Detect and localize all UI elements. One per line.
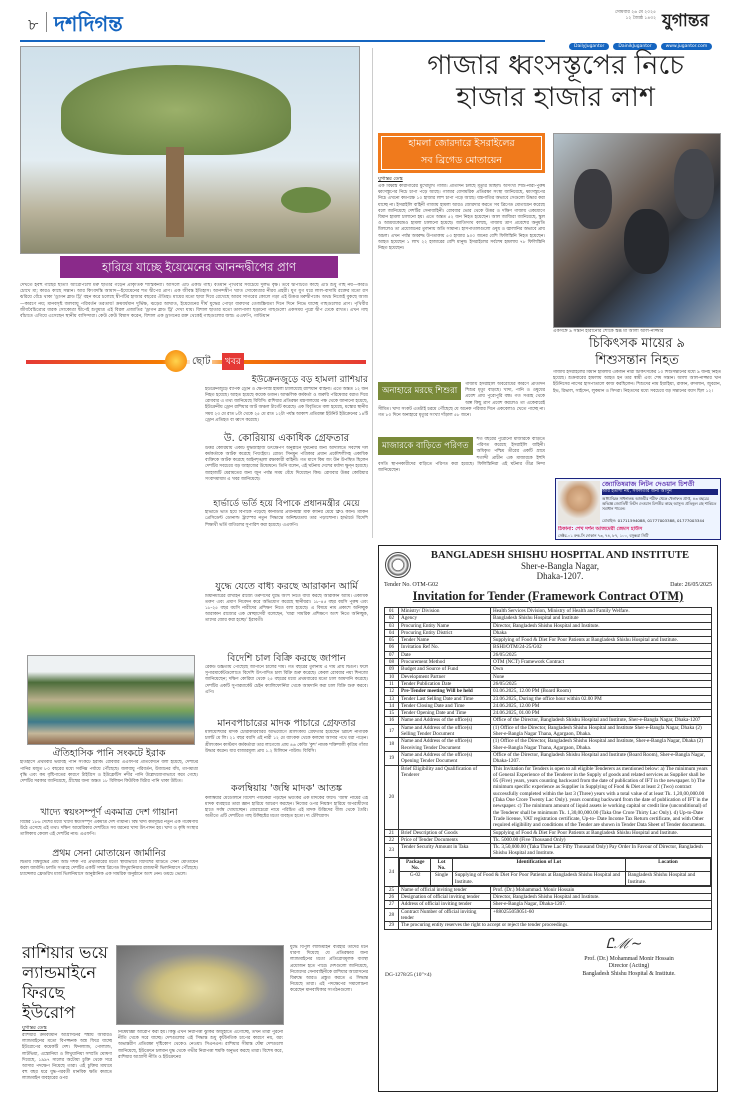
tender-row — [385, 622, 712, 629]
row-number: 03 — [385, 622, 399, 629]
person-figure — [674, 149, 714, 219]
row-value: Tk. 5000.00 (Five Thousand Only) — [491, 836, 712, 843]
tender-row — [385, 836, 712, 843]
row-value: 24.06.2025, 01.00 PM — [491, 710, 712, 717]
row-number: 10 — [385, 673, 399, 680]
row-value: (1) Office of the Director, Bangladesh Shishu Hospital and Institute Sher-e-Bangla Nagar, Dhaka (2) Sher-e-Bangla Nagar Thana, Agargaon, Dhaka. — [491, 724, 712, 738]
row-number: 27 — [385, 901, 399, 908]
center-news-column — [205, 375, 368, 940]
tree-canopy — [61, 65, 291, 155]
starvation-article: গাজায় ইসরাইলি অবরোধের কারণে প্রতিদিন শিশুর মৃত্যু বাড়ছে। খাদ্য, পানি ও ওষুধের প্রবেশ প্রায় পুরোপুরি বন্ধ। গত সপ্তাহ থেকে অল্প কিছু ত্রাণ প্রবেশ করলেও তা একেবারেই সীমিত। খাদ্য সংকট এতটাই চরমে পৌঁছেছে যে অনেক পরিবার দিনে একবেলাও খেতে পাচ্ছে না। গত ৮০ দিনে অনাহারে মৃত্যুর সংখ্যা দাঁড়াল ৫৮ জনে। — [378, 382, 545, 419]
news-ukraine — [205, 375, 368, 430]
row-value: Supplying of Food & Diet For Poor Patients at Bangladesh Shishu Hospital and Institute. — [491, 637, 712, 644]
news-headline: প্রথম সেনা মোতায়েন জার্মানির — [52, 847, 166, 859]
row-value: BSHI/OTM/24-25/G02 — [491, 644, 712, 651]
divider — [46, 12, 47, 32]
gaza-headline-2: হাজার হাজার লাশ — [456, 82, 655, 113]
news-body: উত্তর কোরিয়ায় একটি যুদ্ধজাহাজ উৎক্ষেপণ অনুষ্ঠানে দুর্ঘটনার জন্য আদালতে সর্বশেষ দল কর্মকর্তাকে আটক করেছে পিয়ংইয়ং। রোডং সিনমুন পত্রিকার প্রধান প্রকৌশলীসহ একাধিক ব্যক্তিকে আটক করেছে আইনশৃঙ্খলা রক্ষাকারী বাহিনী। গত মাসে কিম জং উন উপস্থিত ছিলেন দেশটির সবচেয়ে বড় জাহাজের উদ্বোধনে। তিনি বলেন, এই ঘটনায় দেশের মর্যাদা ক্ষুণ্ন হয়েছে। জাহাজটি মেরামতের জন্য জুন পর্যন্ত সময় বেঁধে দিয়েছেন কিম। রোববার উত্তর কোরিয়ার সংবাদমাধ্যম এ খবর জানিয়েছে। — [205, 445, 368, 482]
gaza-byline: যুগান্তর ডেস্ক — [378, 176, 403, 182]
tender-row — [385, 765, 712, 829]
row-value: Own — [491, 666, 712, 673]
tender-row — [385, 710, 712, 717]
tender-row — [385, 724, 712, 738]
tender-number: Tender No. OTM-G02 — [384, 582, 439, 588]
date-bangla: ১২ জ্যৈষ্ঠ ১৪৩২ — [625, 16, 656, 21]
row-label: Date — [399, 651, 491, 658]
row-label: Tender Name — [399, 637, 491, 644]
landmine-body-col1: রাশিয়ার ক্রমবর্ধমান আগ্রাসনের শঙ্কায় আবারও ল্যান্ডমাইনের মতো বিপজ্জনক অস্ত্র ফিরে যাচ্ছে ইউরোপের কয়েকটি দেশ। ফিনল্যান্ড, পোল্যান্ড, লাটভিয়া, এস্তোনিয়া ও লিথুয়ানিয়া সম্প্রতি ঘোষণা দিয়েছে, ১৯৯৭ সালের অটোয়া চুক্তি থেকে সরে আসার পদক্ষেপ নিয়েছে তারা। এই চুক্তির মাধ্যমে বহু বছর ধরে যুদ্ধ-পরবর্তী মানবিক ক্ষতি কমাতে ল্যান্ডমাইন ব্যবহারের ওপর — [22, 1033, 112, 1082]
row-value: Health Services Division, Ministry of Health and Family Welfare. — [491, 608, 712, 615]
tender-row — [385, 666, 712, 673]
news-japan-rice — [205, 653, 368, 715]
tender-row — [385, 695, 712, 702]
news-body: দ্বিতীয় বিশ্বযুদ্ধের প্রায় আট দশক পর প্রথমবারের মতো স্থায়ীভাবে বিদেশের মাটিতে সেনা মোতায়েন করল জার্মানি। চলতি সপ্তাহে দেশটির একটি সশস্ত্র ব্রিগেড লিথুয়ানিয়ার রাজধানী ভিলনিয়াসে পৌঁছেছে। চ্যান্সেলর ফ্রেডরিখ মার্জ ভিলনিয়াসে আনুষ্ঠানিক এক সামরিক অনুষ্ঠানে অংশ নেন। ডয়চে ভেলে। — [20, 859, 198, 878]
ad-body: আধ্যাত্মিক সাধনালব্ধ আজমীর শরীফ থেকে খেলাফত প্রাপ্ত, ৪৩ বছরের অভিজ্ঞ জ্যোতিষী লিটন দেওয়ান চিশতীর কাছে আসুন। প্রতিকূল গ্রহ শান্তিতে সমাধান পাবেন। — [602, 496, 717, 511]
tender-row — [385, 886, 712, 893]
page-header — [20, 8, 728, 49]
package-value: Supplying of Food & Diet For Poor Patients at Bangladesh Shishu Hospital and Institute. — [452, 872, 625, 886]
row-label: Brief Description of Goods — [399, 829, 491, 836]
subheadline-line: হামলা জোরদারে ইসরাইলের — [408, 138, 515, 149]
photo-caption: একসঙ্গে ৯ সন্তান হারানোর শোকে স্তব্ধ মা আলা আল-নাজ্জার — [553, 329, 664, 334]
row-label: Procuring Entity Name — [399, 622, 491, 629]
date-block — [590, 10, 656, 22]
package-value: Bangladesh Shishu Hospital and Institute. — [625, 872, 710, 886]
doctor-headline-1: চিকিৎসক মায়ের ৯ — [589, 336, 685, 351]
subheadline-line: সব ব্রিগেড মোতায়েন — [421, 155, 502, 166]
tender-row — [385, 644, 712, 651]
yemen-article: দেখতে হবহু গাছের ছাতা! আরোপলো মরু ছাতার গড়েন প্রাকৃতিক শাস্তিকন্যা। আসলে এটি একটি গাছ। বর্তমান পৃথিবীর সবচেয়ে দুর্লভ বৃক্ষ। তবে দ্বীপটিতে কাছে এটি শুধু গাছ নয়—কারও চোখে মা; কারও কাছে সন্তান। আর কিংবদন্তি আমাদ—ইয়েমেনের শত দ্বীপের প্রাণ। এক জীবন্ত ইতিহাস। আনন্দদ্বীপ খ্যাত সোকোত্রার নীরব প্রহরী। যুগ যুগ ধরে লাল-বাদামি রক্তের মতো রস ঝরিয়ে বেঁচে থাকা 'ড্রাগন ব্লাড ট্রি' বহন করে চলেছে দ্বীপটির হাজার বছরের ঐতিহ্য। মায়ের মতো ছায়া দিয়ে রেখেছে আরব সাগরের কোলে গড়া এই উত্তপ্ত মরুদ্বীপকে। অথচ নিজেই বুকছে আজ—কারণে নয়; মানবসৃষ্ট জলবায়ু পরিবর্তন তরতায়! ক্রমবর্ধমান দুর্ভিক্ষ, ঝড়ের আঘাত, ইয়েমেনের দীর্ঘ যুদ্ধের পোড়া বারুদের তেজস্ক্রিয়তা দিনে দিনে নিভে যাচ্ছে গাছগুলোর প্রাণ। পৃথিবীর জীববৈচিত্র্যের ধারক সোকোত্রা দ্বীপেই শুধুমাত্র এই বিরল প্রজাতির 'ড্রাগন ব্লাড ট্রি' দেখা যায়। বিশাল ছাতার মতো ডালপালা ছড়ানো গাছগুলো একসময় পুরো দ্বীপ ঢেকে রাখত। এখন গাছ বাঁচাতে এগিয়ে এসেছেন স্থানীয় বাসিন্দারা। কেউ কেউ বিশ্বাস করেন, বিশাল এক ড্রাগনের রক্ত থেকেই গাছগুলোর জন্ম। এএফপি, গার্ডিয়ান — [20, 283, 368, 320]
row-number: 29 — [385, 922, 399, 929]
landmine-headline: রাশিয়ার ভয়ে ল্যান্ডমাইনে ফিরছে ইউরোপ — [22, 943, 108, 1022]
landmine-lead-column — [22, 943, 112, 1092]
row-number: 07 — [385, 651, 399, 658]
row-number: 18 — [385, 738, 399, 752]
person-figure — [574, 169, 612, 229]
tender-row — [385, 717, 712, 724]
row-number: 06 — [385, 644, 399, 651]
row-value: 26/05/2025 — [491, 651, 712, 658]
row-number: 19 — [385, 751, 399, 765]
date-english: সোমবার ২৬ মে ২০২৫ — [614, 10, 656, 15]
grieving-mothers-photo — [553, 133, 721, 328]
news-body: হার্ভার্ডে ভর্তি হয়ে বিপাকে পড়েছে কানাডার প্রধানমন্ত্রী মার্ক কার্নির মেয়ে ক্লিও কার্নি। মার্কিন প্রেসিডেন্ট ডোনাল্ড ট্রাম্পের নতুন সিদ্ধান্তে অনিশ্চয়তায় তার পড়াশোনা। হার্ভার্ডে বিদেশি শিক্ষার্থী ভর্তি বাতিলের সুপারিশ করা হয়েছে। এএফপি। — [205, 510, 368, 528]
ad-chamber: ঠিকানা: শেখ দর্শন আজমেরী জেমস হাউস — [558, 526, 643, 532]
ad-title: জ্যোতিষরাজ লিটন দেওয়ান চিশতী — [602, 480, 695, 488]
tender-row — [385, 637, 712, 644]
gaza-subheadline-box — [378, 133, 545, 173]
row-value: Office of the Director, Bangladesh Shishu Hospital and Institute (Board Room), Sher-e-Bangla Nagar, Dhaka-1207. — [491, 751, 712, 765]
doctor-headline-2: শিশুসন্তান নিহত — [595, 353, 679, 368]
ad-address: সেক্টর-০১ রুক-সি দোকান ৭৩, ৭৪, ৮৭, ১০০, বসুন্ধরা সিটি — [558, 533, 649, 538]
row-label: Tender Security Amount in Taka — [399, 844, 491, 858]
tender-row — [385, 829, 712, 836]
tender-date: Date: 26/05/2025 — [670, 582, 712, 588]
signer-org: Bangladesh Shishu Hospital & Institute. — [582, 970, 676, 977]
news-body: মিয়ানমারের রাখাইন রাজ্যে তরুণদের যুদ্ধে অংশ নিতে বাধ্য করছে আরাকান আর্মি। একাধিক তরুণ এবং প্রমাণ নিবেদন করে অভিযোগ করেছে স্থানীয়রা। ১৮-৪৫ বছর বয়সি পুরুষ এবং ১৮-২৫ বছর বয়সি নারীদের প্রশিক্ষণ নিতে বলা হয়েছে। এ বিষয়ে নাম প্রকাশে অনিচ্ছুক আরাকান রাজ্যের এক স্বেচ্ছাসেবী বলেছেন, 'যারা সামরিক প্রশিক্ষণে অংশ নিতে অনিচ্ছুক, তাদের জোর করা হচ্ছে।' ইরাবতী। — [205, 593, 368, 624]
short-news-label: ছোট — [190, 354, 212, 371]
row-number: 15 — [385, 710, 399, 717]
row-label: Contract Number of official inviting tender — [399, 908, 491, 922]
news-headline: বিদেশি চাল বিক্রি করছে জাপান — [227, 652, 346, 664]
news-body: বিশ্বের ১৮৬ দেশের মধ্যে খাদ্যে স্বয়ংসম্পূর্ণ একমাত্র দেশ গায়ানা। বিশ্ব খাদ্য কর্মসূচির নতুন এক গবেষণায় উঠে এসেছে এই তথ্য। দক্ষিণ আমেরিকার দেশটিতে সব ধরনের খাদ্য উৎপাদন হয়। খাদ্য ও কৃষি সংস্থার তালিকায় কেবল এই দেশটির নাম। এএফপি। — [20, 819, 198, 837]
row-number: 26 — [385, 894, 399, 901]
package-header: Location — [625, 858, 710, 872]
row-number: 20 — [385, 765, 399, 829]
row-label: Tender Opening Date and Time — [399, 710, 491, 717]
row-number: 05 — [385, 637, 399, 644]
news-body: মালয়েশিয়ার মাদক চোরাকারবারির অভিযোগে শ্রীলংকায় গ্রেফতার হয়েছেন ব্রিটিশ নাগরিক চার্লট মে লি। ২১ বছর বয়সি এই নারী ১২ মে ব্যাংকক থেকে কলম্বো আসার পথে ধরা পড়েন। শ্রীলংকান কাস্টমস কর্মকর্তারা তার লাগেজে প্রায় ৪৬ কেজি 'কুশ' নামক শক্তিশালী কৃত্রিম গাঁজা উদ্ধার করেন। যার বাজারমূল্য প্রায় ১.২ মিলিয়ন পাউন্ড। বিবিসি। — [205, 730, 368, 754]
row-value: 03.06.2025, 12.00 PM (Board Room) — [491, 688, 712, 695]
globe-icon — [165, 350, 187, 372]
row-value: Director, Bangladesh Shishu Hospital and Institute. — [491, 894, 712, 901]
row-label: Name and Address of the office(s) — [399, 717, 491, 724]
row-value: Tk. 3,50,000.00 (Taka Three Lac Fifty Thousand Only) Pay Order In Favour of Director, Bangladesh Shishu Hospital and Institute. — [491, 844, 712, 858]
doctor-article: গাজায় ইসরাইলের বিমান হামলায় একজন নারী চিকিৎসকের ১০ শিশুসন্তানের মধ্যে ৯ জনই নিহত হয়েছে। শুক্রবারের হামলায় আহত হন তার স্বামী এবং শেষ সন্তান। আলা আল-নাজ্জার খান ইউনিসের নাসের হাসপাতালে কাজ করছিলেন। শিশুদের নাম ইয়াহিয়া, রাকান, রুসলান, জুবরান, ইভ, রিভাল, সাইদেন, লুকমান ও সিদরা। নিহতদের মধ্যে সবচেয়ে বড় সন্তানের বয়স ছিল ১২। — [553, 370, 721, 394]
tender-row — [385, 629, 712, 636]
hospital-name: BANGLADESH SHISHU HOSPITAL AND INSTITUTE — [430, 550, 690, 561]
row-value: Director, Bangladesh Shishu Hospital and Institute. — [491, 622, 712, 629]
row-value: Dhaka — [491, 629, 712, 636]
ad-subtitle: আর হতাশা নয়, সফলতার জন্য আসুন — [602, 489, 718, 495]
iraq-article — [20, 748, 198, 804]
row-number: 11 — [385, 680, 399, 687]
tender-footer — [384, 936, 712, 996]
doctor-story — [553, 329, 721, 474]
tree-trunk — [166, 147, 184, 237]
row-number: 22 — [385, 836, 399, 843]
row-label: Pre-Tender meeting Will be held — [399, 688, 491, 695]
gaza-article: এক বিধ্বস্ত কারাগারের মুখোমুখি গাজা। প্রতিদিন চলছে মৃত্যুর মিছিল। অসংখ্য শিশু-নারী-পুরুষ ধ্বংসস্তূপের নিচে চাপা পড়ে আছে। গাজার বেসামরিক প্রতিরক্ষা সংস্থা জানিয়েছে, ধ্বংসস্তূপের নিচে এখনো কমপক্ষে ১০ হাজার লাশ চাপা পড়ে আছে। যন্ত্রপাতির অভাবে সেগুলো উদ্ধার করা যাচ্ছে না। ইসরাইলি বাহিনী গাজায় হামলা আরও জোরদার করতে সব ব্রিগেড মোতায়েন করেছে বলে জানিয়েছে দেশটির সেনাবাহিনী। রোববার ভোর থেকে উত্তর ও দক্ষিণ গাজায় একযোগে বিমান হামলা চালানো হয়। এতে অন্তত ৫২ জন নিহত হয়েছেন। আল জাজিরা জানিয়েছে, স্কুল ও আশ্রয়কেন্দ্রেও হামলা চালানো হয়েছে। জাতিসংঘ বলছে, গাজায় ত্রাণ প্রবেশের অনুমতি মিললেও তা প্রয়োজনের তুলনায় অতি সামান্য। হাসপাতালগুলো ওষুধ ও জ্বালানির অভাবে প্রায় অচল। এখন পর্যন্ত অবরুদ্ধ উপত্যকায় ৫৩ হাজার ৯০০ জনের বেশি ফিলিস্তিনি নিহত হয়েছেন। আহত হয়েছেন ১ লাখ ২২ হাজারের বেশি মানুষ। ইসরাইলের সর্বশেষ হামলায় ৭৮ ফিলিস্তিনি নিহত হয়েছেন। — [378, 184, 545, 252]
row-value: The procuring entity reserves the right to accept or reject the tender proceedings. — [399, 922, 712, 929]
yemen-headline: হারিয়ে যাচ্ছে ইয়েমেনের আনন্দদ্বীপের প্রাণ — [60, 256, 338, 278]
hospital-logo — [385, 552, 411, 578]
news-headline: মানবপাচারের মাদক পাচারে গ্রেফতার — [217, 717, 356, 729]
row-value: (1) Office of the Director, Bangladesh Shishu Hospital and Institute, Sher-e-Bangla Nagar, Dhaka (2) Sher-e-Bangla Nagar Thana, Agargaon, Dhaka. — [491, 738, 712, 752]
signature: Ꮭℳ∼ — [606, 935, 643, 952]
page-number: ৮ — [28, 15, 39, 34]
row-number: 25 — [385, 886, 399, 893]
news-headline: খাদ্যে স্বয়ংসম্পূর্ণ একমাত্র দেশ গায়ানা — [40, 807, 178, 819]
row-label: Designation of official inviting tender — [399, 894, 491, 901]
row-number: 28 — [385, 908, 399, 922]
news-north-korea — [205, 433, 368, 496]
tender-title: Invitation for Tender (Framework Contract OTM) — [412, 589, 684, 603]
row-number: 16 — [385, 717, 399, 724]
news-headline: উ. কোরিয়ায় একাধিক গ্রেফতার — [223, 432, 350, 444]
row-number: 04 — [385, 629, 399, 636]
row-number: 01 — [385, 608, 399, 615]
row-value: OTM (NCT) Framework Contract — [491, 659, 712, 666]
row-label: Invitation Ref No. — [399, 644, 491, 651]
starvation-story — [378, 382, 545, 434]
row-value: Office of the Director, Bangladesh Shishu Hospital and Institute, Sher-e-Bangla Nagar, Dhaka-1207 — [491, 717, 712, 724]
tender-row — [385, 615, 712, 622]
hospital-address-1: Sher-e-Bangla Nagar, — [521, 561, 599, 571]
row-label: Name and Address of the office(s) Selling Tender Document — [399, 724, 491, 738]
row-number: 12 — [385, 688, 399, 695]
news-headline: ঐতিহাসিক পানি সংকটে ইরাক — [52, 748, 166, 759]
landmine-photo — [116, 945, 284, 1025]
news-headline: যুদ্ধে যেতে বাধ্য করছে আরাকান আর্মি — [215, 581, 358, 593]
package-value: Single — [431, 872, 452, 886]
row-value: 23.06.2025, During the office hour within 02.00 PM — [491, 695, 712, 702]
gaza-headline-1: গাজার ধ্বংসস্তূপের নিচে — [427, 50, 684, 81]
row-label: Brief Eligibility and Qualification of Tenderer — [399, 765, 491, 829]
news-harvard — [205, 499, 368, 578]
row-label: Development Partner — [399, 673, 491, 680]
person-figure — [624, 209, 669, 274]
left-news-column — [20, 655, 198, 940]
package-header: Identification of Lot — [452, 858, 625, 872]
row-value: Sher-e-Bangla Nagar, Dhaka-1207. — [491, 901, 712, 908]
tender-row — [385, 908, 712, 922]
facebook-link[interactable]: DainikJugantor — [613, 43, 656, 50]
tender-row — [385, 673, 712, 680]
section-title: দশদিগন্ত — [54, 12, 123, 36]
shrine-story — [378, 437, 545, 537]
row-label: Name and Address of the office(s) Opening Tender Document — [399, 751, 491, 765]
row-value: Supplying of Food & Diet For Poor Patients at Bangladesh Shishu Hospital and Institute. — [491, 829, 712, 836]
row-number: 23 — [385, 844, 399, 858]
signer-title: Director (Acting) — [608, 963, 650, 970]
row-value: 24.06.2025, 12.00 PM — [491, 702, 712, 709]
ad-portrait — [558, 481, 600, 525]
package-value: G-02 — [400, 872, 431, 886]
row-value: Prof. (Dr.) Mohammad. Monir Hossain — [491, 886, 712, 893]
row-label: Price of Tender Documents — [399, 836, 491, 843]
tender-row — [385, 738, 712, 752]
tender-row — [385, 680, 712, 687]
row-label: Tender Last Selling Date and Time — [399, 695, 491, 702]
dragon-blood-tree-photo — [20, 46, 360, 254]
row-number: 21 — [385, 829, 399, 836]
package-header: Lot No. — [431, 858, 452, 872]
news-headline: কলম্বিয়ায় 'জম্বি মাদক' আতঙ্ক — [231, 783, 342, 795]
tender-row — [385, 688, 712, 695]
tender-row-package — [385, 857, 712, 886]
hospital-address-2: Dhaka-1207. — [536, 571, 584, 581]
social-links — [565, 32, 712, 51]
starvation-headline: অনাহারে মরছে শিশুরা — [378, 382, 461, 400]
package-header: Package No. — [400, 858, 431, 872]
tender-row — [385, 659, 712, 666]
jugantor-logo: যুগান্তর — [662, 11, 709, 31]
news-body: কলম্বিয়ার মেডেলিনে বিদেশি পর্যটকরা পড়ছেন ভয়ংকর এক মাদকের ফাঁদে। 'জম্বি' নামের এই মাদক ব্যবহারে তারা জ্ঞান হারিয়ে আচরণ করছেন। নিজের ওপর নিয়ন্ত্রণ হারিয়ে অপরাধীদের হাতে সর্বস্ব খোয়াচ্ছেন। বোরাচেরো নামে পরিচিত এই মাদক উদ্ভিদের বীজ থেকে তৈরি। অতীতে এটি দেশটিতে গাছ উচ্ছিষ্টের মতো ব্যবহৃত হতো। দ্য টেলিগ্রাফ। — [205, 795, 368, 820]
news-body: ইতিহাসে প্রথমবার ভয়াবহ পানি সংকটে ইরাক। রোববার এএফপির প্রতিবেদনে বলা হয়েছে, দেশটির পানির মজুত ৮০ বছরের মধ্যে সর্বনিম্ন পর্যায়ে পৌঁছেছে। জলবায়ু পরিবর্তন, উজানের বাঁধ, তাপমাত্রা বৃদ্ধি এবং কম বৃষ্টিপাতের কারণে টাইগ্রিস ও ইউফ্রেটিস নদীর পানি উল্লেখযোগ্যভাবে কমে গেছে। দেশটির সরকার জানিয়েছে, গ্রীষ্মের জন্য অন্তত ১৮ বিলিয়ন কিউবিক মিটার পানি থাকা উচিত। — [20, 760, 198, 784]
row-number: 08 — [385, 659, 399, 666]
row-label: Budget and Source of Fund — [399, 666, 491, 673]
shrine-article: শত বছরের পুরোনো মাজারকে বাড়িতে পরিণত করেছে ইসরাইলি বাহিনী। অধিকৃত পশ্চিম তীরের একটি গ্রামে শতাব্দী প্রাচীন এক মাজারকে ইহুদি বসতি স্থাপনকারীদের বাড়িতে পরিণত করা হয়েছে। ফিলিস্তিনিরা এই ঘটনার তীব্র নিন্দা জানিয়েছেন। — [378, 437, 545, 474]
tender-table — [384, 607, 712, 930]
dg-number: DG-1278/25 (10"×4) — [385, 971, 432, 978]
row-value: 26/05/2025 — [491, 680, 712, 687]
landmine-byline: যুগান্তর ডেস্ক — [22, 1025, 47, 1031]
landmine-body-col3: যুদ্ধে বিপুল ল্যান্ডমাইন ব্যবহার তাদের মনে ধারণা দিয়েছে যে প্রতিরক্ষার জন্য ল্যান্ডমাইনের মতো প্রতিরোধমূলক ব্যবস্থা প্রয়োজন হতে পারে। দেশগুলো জানিয়েছে, নিজেদের সেনাবাহিনীকে রাশিয়ার আগ্রাসনের বিরুদ্ধে আরও প্রস্তুত করতে এ সিদ্ধান্ত নিয়েছে তারা। এই পদক্ষেপের সমালোচনা করেছেন মানবাধিকার সংগঠনগুলো। — [290, 945, 368, 994]
tender-row — [385, 922, 712, 929]
row-number: 13 — [385, 695, 399, 702]
row-value: Bangladesh Shishu Hospital and Institute — [491, 615, 712, 622]
website-link[interactable]: www.jugantor.com — [661, 43, 713, 50]
row-number: 14 — [385, 702, 399, 709]
tender-row — [385, 901, 712, 908]
signer-name: Prof. (Dr.) Mohammad Monir Hossain — [584, 955, 674, 962]
landmine-body-col2: নিষেধাজ্ঞা আরোপ করা হয়। কিন্তু এখন নিরাপত্তা ঝুঁকির অজুহাতে এগোচ্ছে, তখন তারা পুরনো নীতি থেকে সরে যাচ্ছে। দেশগুলোর এই সিদ্ধান্ত শুধু কূটনৈতিক চাপের কারণে নয়, বরং অভ্যন্তরীণ প্রতিরক্ষা দৃষ্টিকোণ থেকেও নেওয়া। সিএনএন। রাশিয়ার সীমান্ত ঘেঁষা দেশগুলো জানিয়েছে, ইউক্রেনে চলমান যুদ্ধ থেকে গভীর নিরাপত্তা হুমকি অনুভব করছে তারা। বিশেষ করে, রাশিয়ার আগ্রাসী নীতি ও ইউক্রেনের — [118, 1030, 283, 1060]
row-number: 02 — [385, 615, 399, 622]
tender-row — [385, 651, 712, 658]
shrine-headline: মাজারকে বাড়িতে পরিণত — [378, 437, 473, 455]
twitter-link[interactable]: DailyJugantor — [569, 43, 609, 50]
news-headline: হার্ভার্ডে ভর্তি হয়ে বিপাকে প্রধানমন্ত্রীর মেয়ে — [213, 498, 360, 509]
astrologer-ad — [555, 478, 721, 540]
news-headline: ইউক্রেনজুড়ে বড় হামলা রাশিয়ার — [251, 375, 368, 385]
row-label: Name and Address of the office(s) Receiving Tender Document — [399, 738, 491, 752]
tender-row — [385, 844, 712, 858]
iraq-canal-photo — [27, 655, 195, 745]
row-number: 24 — [385, 857, 399, 886]
row-value: This Invitation for Tenders is open to all eligible Tenderers as mentioned below: a) The minimum years of General Experience of the Tenderer in the Supply of goods and related services as Supplier shall be 05 (Five) years, years counting backward from the date of publication of IFT in the newspaper. b) The minimum specific experience as Supplier in Supplying of Food & Diet at least 2 (Two) contract successfully completed within the last 3 (Three) years with a total value of at least Tk. 1,20,00,000.00 (Taka One Crore Twenty Lac Only). years counting backward from the date of publication of IFT in the newspaper. c) The minimum amount of liquid assets ie working capital or credit line (unconditional) of the Tenderer shall be minimum Tk. 1,30,00,000.00 (Taka One Crore Thirty Lac Only). d) Up-to-Date Trade license, VAT registration certificate, Up-to- Date Income Tax Return certificate, and with Other required eligibility and conditions of the Tender are shown in Tender Data Sheet of Tender documents. — [491, 765, 712, 829]
tree-small — [281, 187, 331, 213]
row-number: 17 — [385, 724, 399, 738]
news-arakan — [205, 581, 368, 649]
row-label: Tender Publication Date — [399, 680, 491, 687]
header-rule — [20, 40, 545, 42]
ad-phone: মোবাইল: 01711594088, 01777003388, 01777003344 — [602, 518, 705, 523]
guyana-article — [20, 807, 198, 844]
news-drug-smuggling — [205, 718, 368, 780]
signer-block — [549, 956, 709, 979]
row-value: +880255059051-60 — [491, 908, 712, 922]
row-label: Name of official inviting tender — [399, 886, 491, 893]
short-news-badge: খবর — [222, 353, 244, 370]
news-body: ইউক্রেনজুড়ে ব্যাপক ড্রোন ও ক্ষেপণাস্ত্র হামলা চালিয়েছে রাশিয়ান বাহিনী। এতে অন্তত ১২ জন নিহত হয়েছে। আহত হয়েছে কয়েক ডজন। আঞ্চলিক কর্মকর্তা ও জরুরি পরিষেবার বরাত দিয়ে রোববার এ তথ্য জানিয়েছে বিবিসি। রাশিয়ার প্রতিরক্ষা মন্ত্রণালয়ের পক্ষ থেকে জানানো হয়েছে, ইউক্রেনীয় ড্রোন রাশিয়ার আট অঞ্চল টার্গেট করেছে। এক বিবৃতিতে বলা হয়েছে, মস্কোর স্থানীয় সময় ২৩ মে রাত ৮টা থেকে ২৫ মে রাত ১২টা পর্যন্ত আকাশ প্রতিরক্ষা ইউনিট ইউক্রেনের ১৪টি ড্রোন প্রতিহত বা ধ্বংস করেছে। — [205, 386, 368, 423]
vertical-rule — [372, 48, 373, 538]
tender-notice — [378, 545, 718, 1092]
news-body: রেকর্ড উচ্চতায় পৌঁছেছে জাপানে চালের দাম। গত বছরের তুলনায় এ দাম প্রায় দ্বিগুণ। ফলে সুপারমার্কেটগুলোতে বিদেশি উৎপাদিত চাল বিক্রি শুরু করেছে। কেবল রোববার নয়া শিনজো জানিয়েছেন; দক্ষিণ কোরিয়া থেকে ২৫ বছরের মধ্যে প্রথমবারের মতো চাল আমদানি করেছে। দেশটির একটি সুপারমার্কেট চেইন ক্যালিফোর্নিয়া থেকে আমদানি করা চাল বিক্রি শুরু করবে। এপি। — [205, 664, 368, 695]
row-number: 09 — [385, 666, 399, 673]
row-label: Tender Closing Date and Time — [399, 702, 491, 709]
row-value: None — [491, 673, 712, 680]
row-label: Agency — [399, 615, 491, 622]
row-label: Ministry/ Division — [399, 608, 491, 615]
tender-row — [385, 702, 712, 709]
tender-row — [385, 751, 712, 765]
row-label: Address of official inviting tender — [399, 901, 491, 908]
row-label: Procuring Entity District — [399, 629, 491, 636]
news-colombia — [205, 783, 368, 845]
row-label: Procurement Method — [399, 659, 491, 666]
package-table — [399, 858, 711, 886]
germany-article — [20, 848, 198, 891]
tender-row — [385, 894, 712, 901]
tender-row — [385, 608, 712, 615]
